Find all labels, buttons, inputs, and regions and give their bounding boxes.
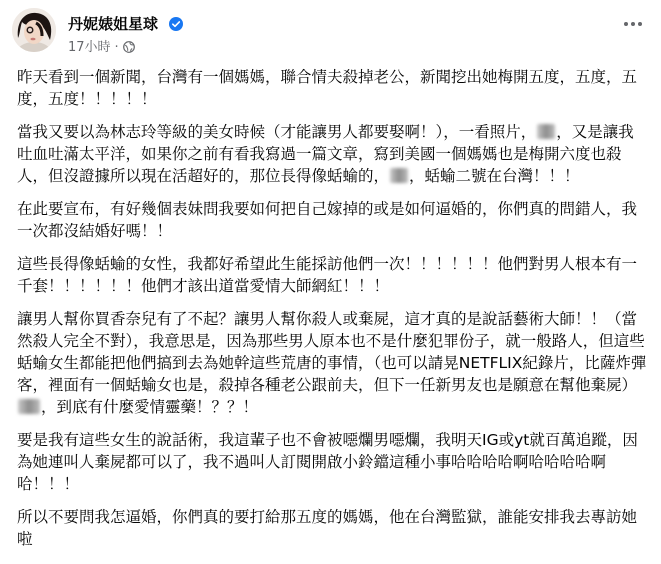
author-name-text[interactable]: 丹妮婊姐星球 (68, 15, 159, 33)
paragraph-5-segment-1: 讓男人幫你買香奈兒有了不起？讓男人幫你殺人或棄屍，這才真的是說話藝術大師！！（當然殺人完全不對），我意思是，因為那些男人原本也不是什麼犯罪份子，就一般路人，但這些蛞蝓女生都能把他們搞到去為她幹這些荒唐的事情，（也可以請晃NETFLIX紀錄片，比薩炸彈客，裡面有一個蛞蝓女也是，殺掉各種老公跟前夫，但下一任新男友也是願意在幫他棄屍） (17, 310, 647, 394)
paragraph-2-segment-3: ，蛞蝓二號在台灣！！！ (409, 167, 580, 185)
post-paragraph-6: 要是我有這些女生的說話術，我這輩子也不會被噁爛男噁爛，我明天IG或yt就百萬追蹤，因為她連叫人棄屍都可以了，我不過叫人訂閱開啟小鈴鐺這種小事哈哈哈哈啊哈哈哈哈啊哈！！！ (17, 431, 638, 493)
post-timestamp[interactable]: 17小時 (68, 40, 111, 55)
more-options-icon[interactable] (617, 12, 649, 36)
post-body (17, 66, 647, 561)
dot (631, 22, 635, 26)
dot (638, 22, 642, 26)
post-meta (68, 36, 135, 55)
meta-separator: · (114, 40, 119, 55)
post-paragraph-3: 在此要宣布，有好幾個表妹問我要如何把自己嫁掉的或是如何逼婚的，你們真的問錯人，我一次都沒結婚好嗎！！ (17, 200, 638, 240)
paragraph-5-segment-2: ，到底有什麼愛情靈藥！？？！ (41, 398, 259, 416)
post-paragraph-2 (17, 121, 647, 187)
blurred-emoji (18, 399, 40, 414)
post-paragraph-5 (17, 308, 647, 418)
avatar-image (12, 8, 56, 52)
author-name[interactable] (68, 13, 183, 34)
paragraph-2-segment-2: ，又是讓我吐血吐滿太平洋，如果你之前有看我寫過一篇文章，寫到美國一個媽媽也是梅開六度也殺人，但沒證據所以現在活超好的，那位長得像蛞蝓的， (17, 123, 634, 185)
blurred-emoji (390, 168, 408, 183)
globe-icon[interactable] (123, 41, 135, 53)
post-header (12, 8, 649, 54)
post-paragraph-1: 昨天看到一個新聞，台灣有一個媽媽，聯合情夫殺掉老公，新聞挖出她梅開五度，五度，五度，五度！！！！！ (17, 68, 638, 108)
verified-badge-icon (169, 17, 183, 31)
blurred-emoji (537, 124, 555, 139)
paragraph-2-segment-1: 當我又要以為林志玲等級的美女時候（才能讓男人都要娶啊！），一看照片， (17, 123, 537, 141)
author-avatar[interactable] (12, 8, 56, 52)
post-paragraph-4: 這些長得像蛞蝓的女性，我都好希望此生能採訪他們一次！！！！！！他們對男人根本有一千套！！！！！！他們才該出道當愛情大師網紅！！！ (17, 255, 638, 295)
dot (624, 22, 628, 26)
post-paragraph-7: 所以不要問我怎逼婚，你們真的要打給那五度的媽媽，他在台灣監獄，誰能安排我去專訪她啦 (17, 508, 638, 548)
